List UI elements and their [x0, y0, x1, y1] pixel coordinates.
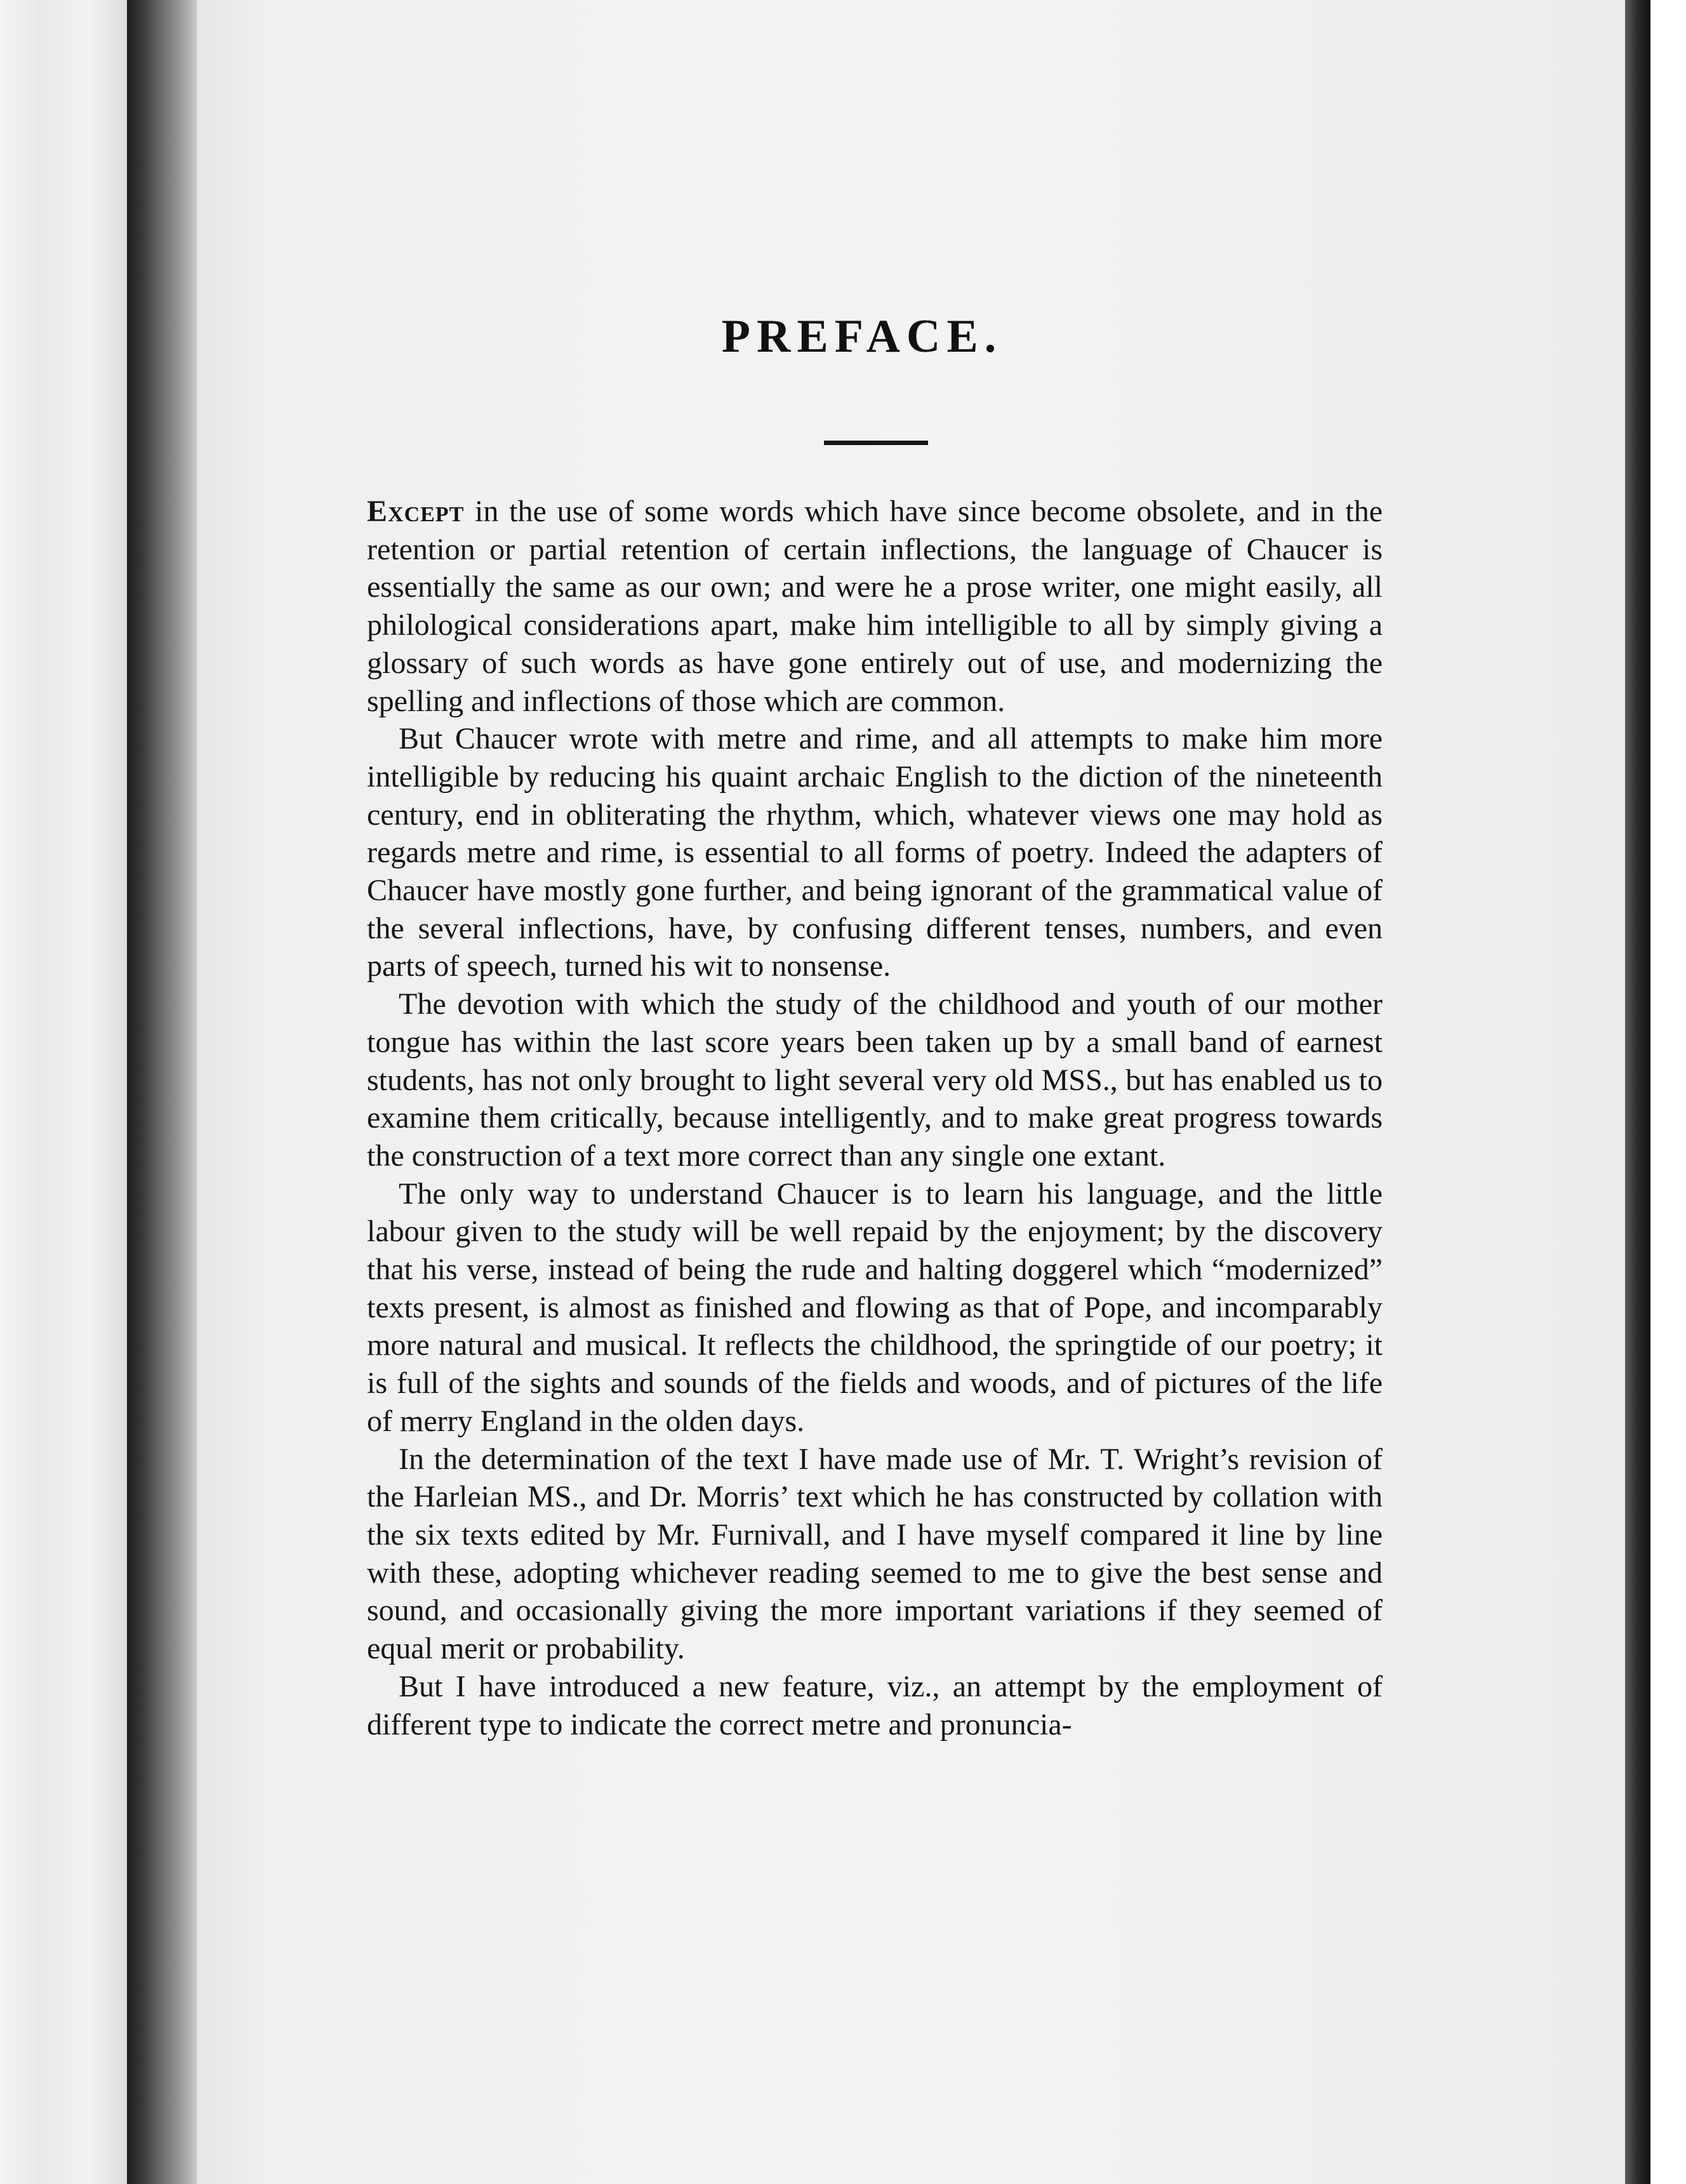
- drop-lead-word: Except: [367, 495, 465, 528]
- paragraph: The only way to understand Chaucer is to learn his language, and the little labour given to the study will be well repaid by the enjoyment; by the discovery that his verse, instead of being the rude and halting doggerel which “modernized” texts present, is almost as finished and flowing as that of Pope, and incomparably more natural and musical. It reflects the childhood, the springtide of our poetry; it is full of the sights and sounds of the fields and woods, and of pictures of the life of merry England in the olden days.: [367, 1176, 1383, 1438]
- page-title: PREFACE.: [721, 310, 1003, 363]
- paragraph: In the determination of the text I have made use of Mr. T. Wright’s revision of the Harleian MS., and Dr. Morris’ text which he has constructed by collation with the six texts edited by Mr. Furnivall, and I have myself compared it line by line with these, adopting whichever reading seemed to me to give the best sense and sound, and occasionally giving the more important variations if they seemed of equal merit or probability.: [367, 1442, 1383, 1666]
- paragraph: [367, 493, 1383, 720]
- title-rule: [824, 441, 928, 445]
- paragraph: But Chaucer wrote with metre and rime, and all attempts to make him more intelligible by reducing his quaint archaic English to the diction of the nineteenth century, end in obliterating the rhythm, which, whatever views one may hold as regards metre and rime, is essential to all forms of poetry. Indeed the adapters of Chaucer have mostly gone further, and being ignorant of the grammatical value of the several inflections, have, by confusing different tenses, numbers, and even parts of speech, turned his wit to nonsense.: [367, 722, 1383, 983]
- paragraph: The devotion with which the study of the childhood and youth of our mother tongue has within the last score years been taken up by a small band of earnest students, has not only brought to light several very old MSS., but has enabled us to examine them critically, because intelligently, and to make great progress towards the construction of a text more correct than any single one extant.: [367, 987, 1383, 1173]
- preface-body: [367, 493, 1383, 1743]
- paragraph: But I have introduced a new feature, viz., an attempt by the employment of different type to indicate the correct metre and pronuncia-: [367, 1669, 1383, 1741]
- paragraph-text: in the use of some words which have since become obsolete, and in the retention or partial retention of certain inflections, the language of Chaucer is essentially the same as our own; and were he a prose writer, one might easily, all philological considerations apart, make him intelligible to all by simply giving a glossary of such words as have gone entirely out of use, and modernizing the spelling and inflections of those which are common.: [367, 495, 1383, 718]
